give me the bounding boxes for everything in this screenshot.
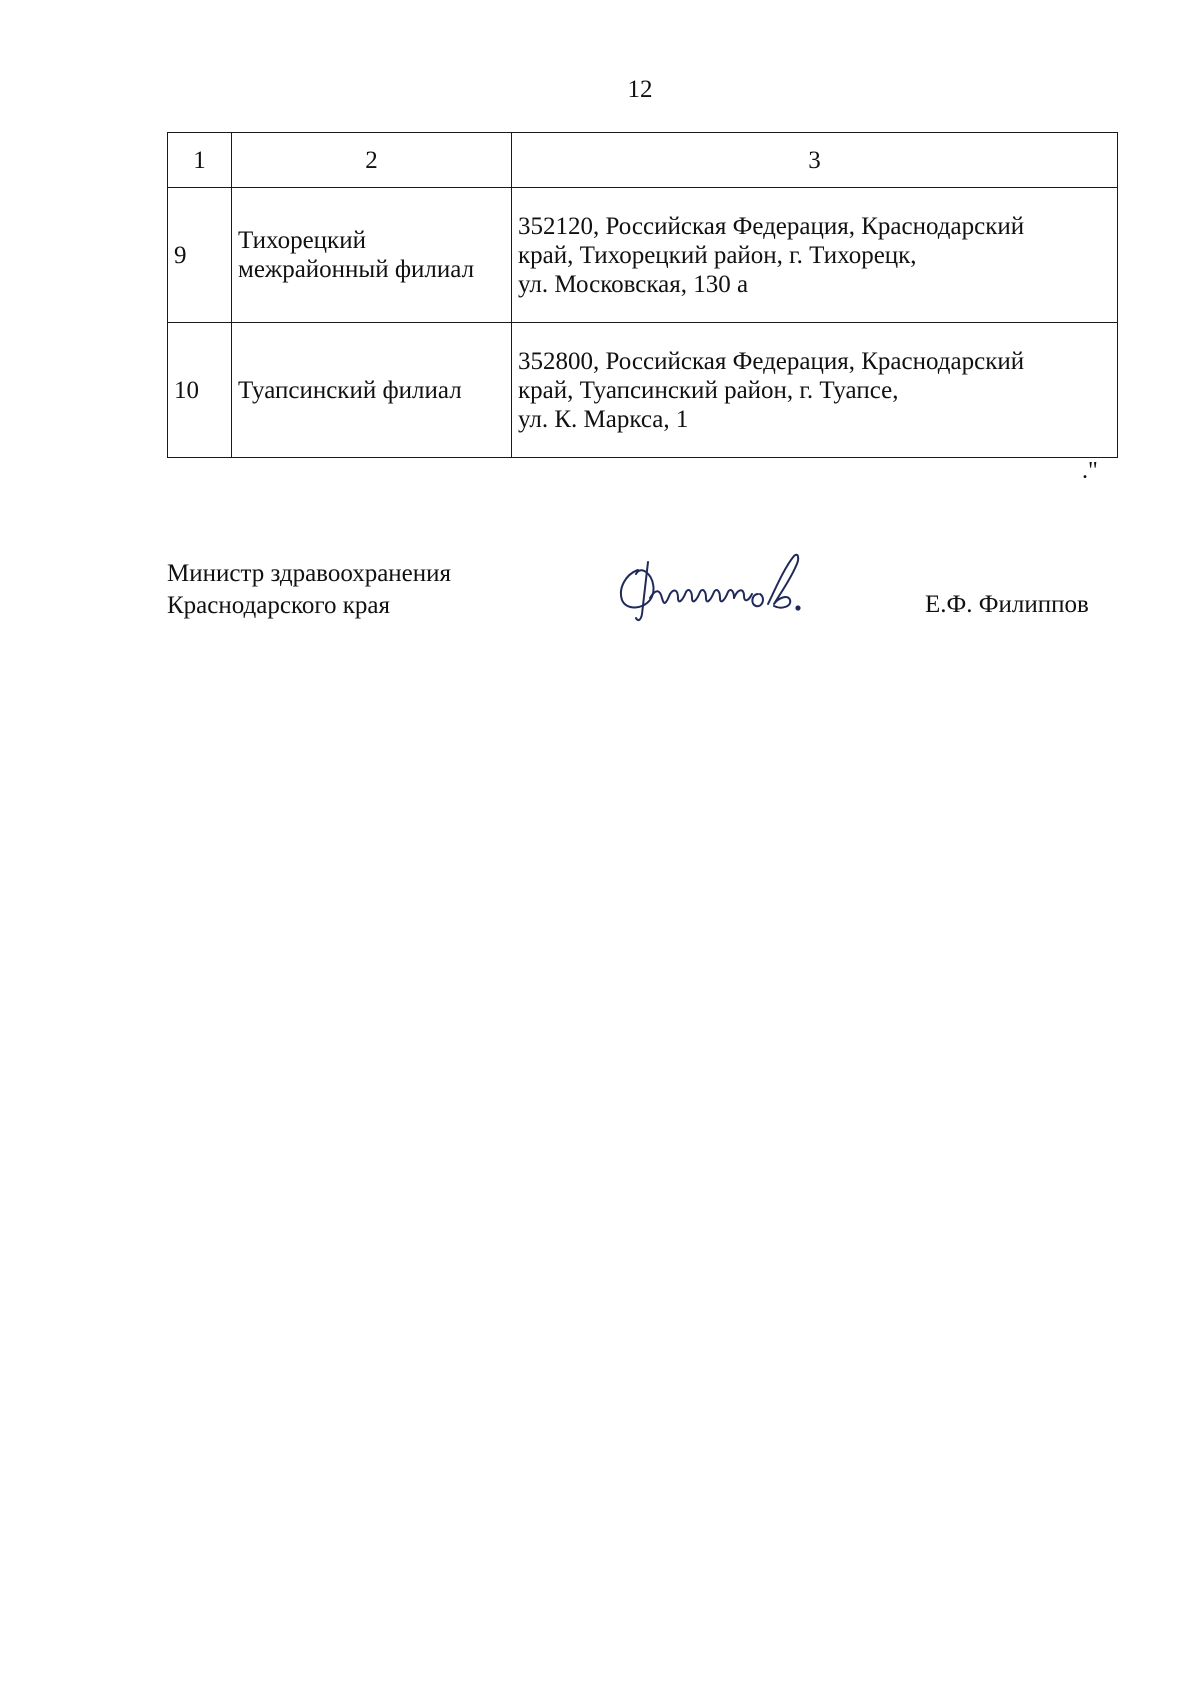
branch-name-line: Тихорецкий [238, 227, 366, 254]
table-row [168, 323, 1118, 458]
address-line: ул. К. Маркса, 1 [518, 405, 689, 433]
branch-address [512, 188, 1118, 323]
address-line: 352120, Российская Федерация, Краснодарский [518, 212, 1025, 240]
address-line: ул. Московская, 130 а [518, 270, 749, 298]
branch-name-line: межрайонный филиал [238, 256, 475, 283]
signatory-position-line: Краснодарского края [167, 592, 390, 619]
table-header-row [168, 133, 1118, 188]
column-header-branch: 2 [232, 133, 512, 188]
address-line: 352800, Российская Федерация, Краснодарский [518, 347, 1025, 375]
branch-address-table [167, 132, 1118, 458]
closing-quote-mark: ." [1082, 458, 1098, 484]
branch-name [232, 188, 512, 323]
signatory-position-line: Министр здравоохранения [167, 560, 452, 587]
row-number: 10 [168, 323, 232, 458]
column-header-address: 3 [512, 133, 1118, 188]
signatory-position [167, 558, 451, 622]
column-header-number: 1 [168, 133, 232, 188]
table-row [168, 188, 1118, 323]
branch-name [232, 323, 512, 458]
row-number: 9 [168, 188, 232, 323]
branch-name-line: Туапсинский филиал [238, 376, 462, 404]
address-line: край, Тихорецкий район, г. Тихорецк, [518, 241, 917, 269]
page-number: 12 [627, 76, 653, 103]
branch-address [512, 323, 1118, 458]
signatory-name: Е.Ф. Филиппов [925, 591, 1089, 618]
address-line: край, Туапсинский район, г. Туапсе, [518, 376, 899, 404]
handwritten-signature [608, 548, 833, 628]
